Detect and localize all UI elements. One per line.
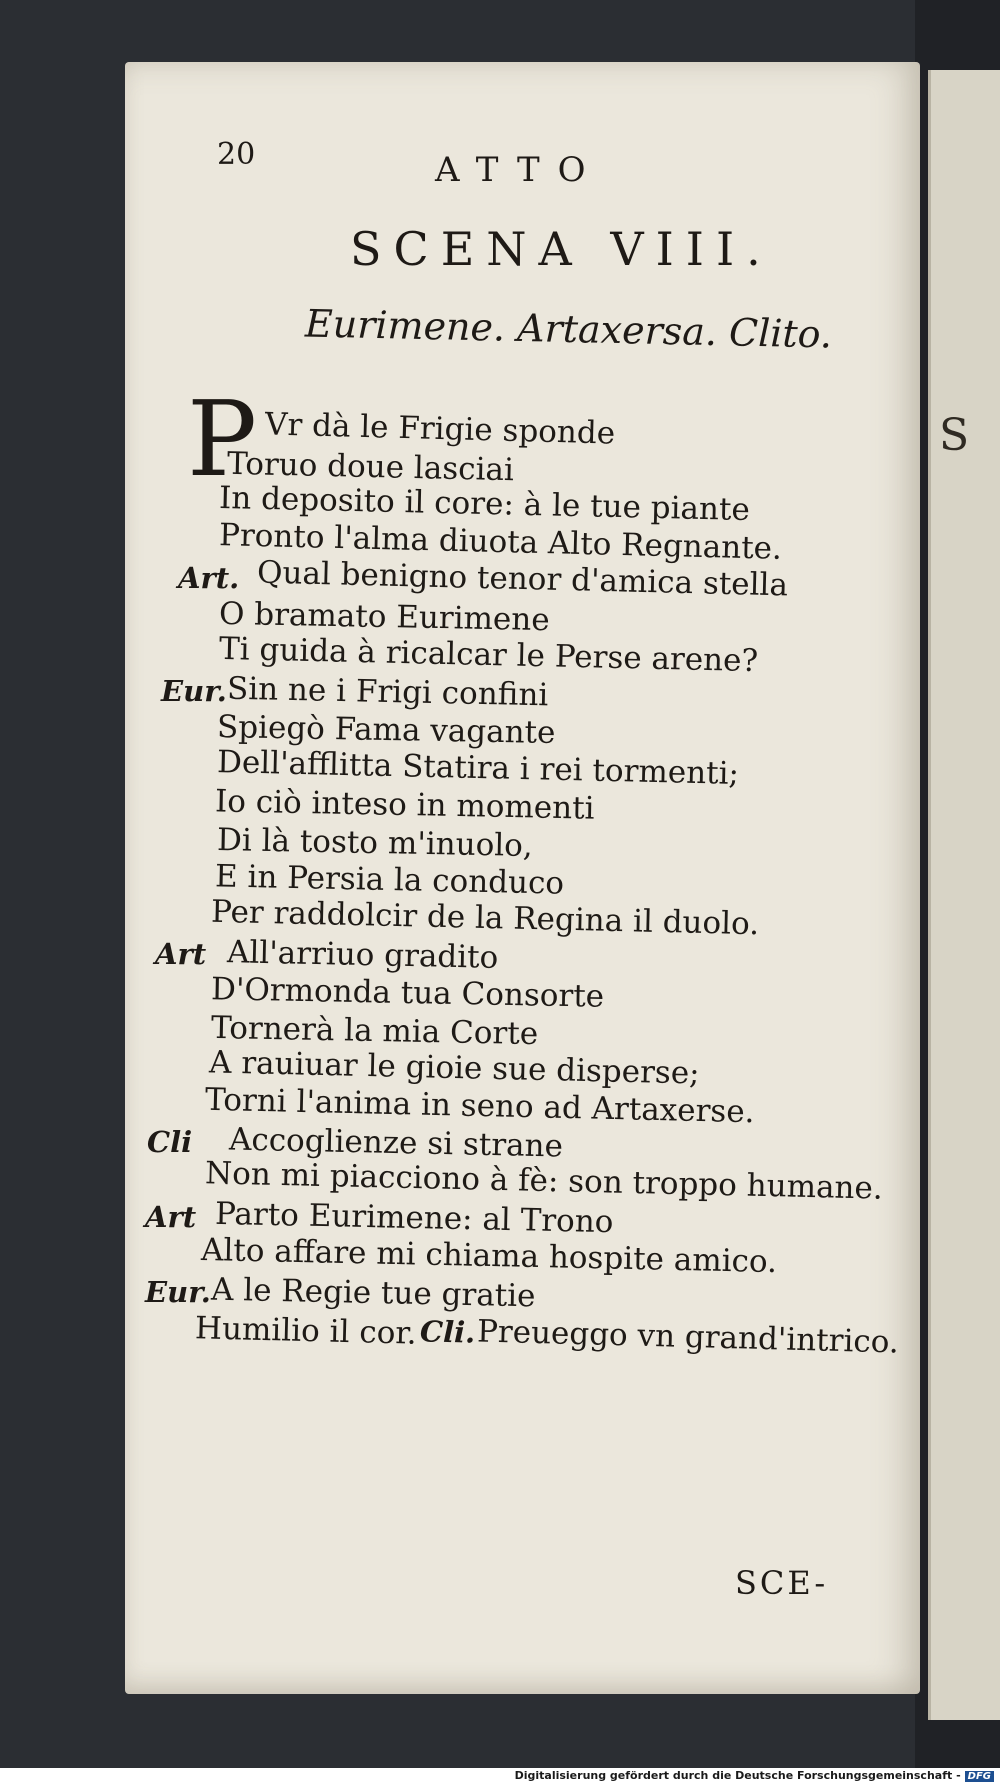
verse-line: Ti guida à ricalcar le Perse arene? <box>218 630 759 680</box>
footer-credit-text: Digitalisierung gefördert durch die Deutsche Forschungsgemeinschaft - <box>514 1769 961 1782</box>
character-list: Eurimene. Artaxersa. Clito. <box>304 301 833 357</box>
verse-line: Vr dà le Frigie sponde <box>264 406 616 452</box>
verse-line: Parto Eurimene: al Trono <box>214 1195 614 1241</box>
verse-line: Alto affare mi chiama hospite amico. <box>200 1231 778 1281</box>
speaker-label: Art. <box>178 561 240 595</box>
adjacent-page-edge <box>928 70 1000 1720</box>
verse-line: Pronto l'alma diuota Alto Regnante. <box>218 517 783 567</box>
dfg-logo: DFG <box>965 1771 994 1782</box>
verse-line: Tornerà la mia Corte <box>210 1009 539 1053</box>
verse-line: Spiegò Fama vagante <box>216 709 556 751</box>
adjacent-page-fragment: S <box>939 410 970 461</box>
verse-line: Sin ne i Frigi confini <box>226 670 549 714</box>
verse-line: E in Persia la conduco <box>214 858 565 902</box>
verse-line: Toruo doue lasciai <box>226 445 515 489</box>
running-head: ATTO <box>435 150 604 190</box>
verse-line: Non mi piacciono à fè: son troppo humane. <box>204 1155 884 1207</box>
scene-title: SCENA VIII. <box>350 222 773 276</box>
footer-bar <box>0 1768 1000 1785</box>
drop-cap: P <box>187 378 257 500</box>
verse-line: All'arriuo gradito <box>226 934 499 976</box>
verse-line: Preueggo vn grand'intrico. <box>476 1313 900 1361</box>
verse-line: Qual benigno tenor d'amica stella <box>256 554 789 604</box>
verse-line: Io ciò inteso in momenti <box>214 783 595 827</box>
verse-line: In deposito il core: à le tue piante <box>218 479 751 529</box>
verse-line: Per raddolcir de la Regina il duolo. <box>210 893 760 943</box>
verse-line: A le Regie tue gratie <box>210 1271 536 1315</box>
verse-line: Torni l'anima in seno ad Artaxerse. <box>204 1081 755 1131</box>
speaker-label: Eur. <box>145 1275 211 1309</box>
footer-credit <box>515 1769 994 1782</box>
page-number: 20 <box>217 137 256 172</box>
speaker-label: Art <box>145 1200 197 1234</box>
verse-line: Accoglienze si strane <box>228 1121 564 1165</box>
verse-line: A rauiuar le gioie sue disperse; <box>208 1044 701 1092</box>
speaker-label: Art <box>155 937 207 971</box>
verse-line: D'Ormonda tua Consorte <box>210 971 605 1015</box>
speaker-label: Eur. <box>161 674 227 708</box>
speaker-label: Cli <box>147 1125 193 1159</box>
speaker-label: Cli. <box>419 1314 476 1350</box>
book-page <box>125 62 920 1694</box>
verse-line: O bramato Eurimene <box>218 595 550 639</box>
verse-line: Humilio il cor. <box>194 1310 418 1352</box>
verse-line: Di là tosto m'inuolo, <box>216 821 534 865</box>
catchword: SCE- <box>735 1564 829 1602</box>
verse-line: Dell'afflitta Statira i rei tormenti; <box>216 744 740 792</box>
